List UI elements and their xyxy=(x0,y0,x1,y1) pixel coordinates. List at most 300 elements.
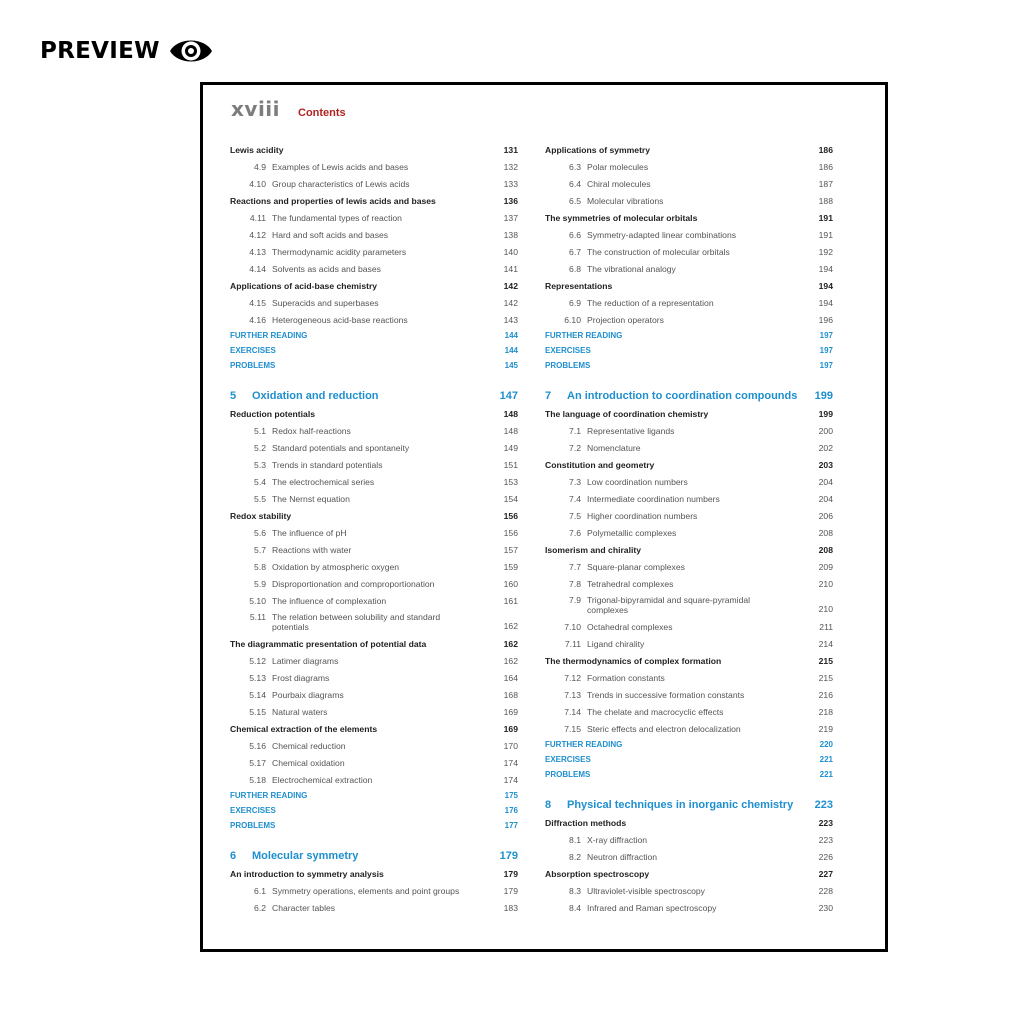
section-number: 5.13 xyxy=(249,672,266,683)
toc-entry-label xyxy=(545,800,793,810)
toc-section-row xyxy=(545,243,835,260)
toc-entry-label: Chemical extraction of the elements xyxy=(230,723,378,734)
toc-section-row xyxy=(545,439,835,456)
toc-chapter-row xyxy=(230,847,520,865)
toc-heading-row xyxy=(545,456,835,473)
toc-section-row xyxy=(545,294,835,311)
toc-entry-label xyxy=(545,622,673,632)
page-ref: 196 xyxy=(818,314,833,325)
page-ref: 177 xyxy=(504,820,518,830)
chapter-title: Physical techniques in inorganic chemistry xyxy=(567,799,794,811)
page-ref: 186 xyxy=(818,161,833,172)
toc-heading-row xyxy=(545,541,835,558)
toc-section-row xyxy=(230,899,520,916)
section-title: Trigonal-bipyramidal and square-pyramidal complexes xyxy=(587,595,751,615)
toc-entry-label xyxy=(545,494,720,504)
toc-entry-label: EXERCISES xyxy=(230,345,276,355)
page-ref: 194 xyxy=(818,263,833,274)
toc-section-row xyxy=(545,490,835,507)
section-number: 7.15 xyxy=(564,723,581,734)
toc-section-row xyxy=(230,260,520,277)
section-title: Symmetry-adapted linear combinations xyxy=(587,229,737,240)
chapter-number: 8 xyxy=(545,799,552,811)
section-title: Infrared and Raman spectroscopy xyxy=(587,902,717,913)
section-number: 5.16 xyxy=(249,740,266,751)
section-title: Projection operators xyxy=(587,314,664,325)
page-ref: 169 xyxy=(503,723,518,734)
page-ref: 186 xyxy=(818,144,833,155)
toc-entry-label: Redox stability xyxy=(230,510,292,521)
toc-entry-label xyxy=(545,196,663,206)
section-number: 7.5 xyxy=(569,510,581,521)
toc-end-row xyxy=(230,803,520,818)
page-ref: 219 xyxy=(818,723,833,734)
toc-section-row xyxy=(545,158,835,175)
toc-chapter-row xyxy=(230,387,520,405)
section-number: 5.4 xyxy=(254,476,266,487)
toc-section-row xyxy=(545,831,835,848)
page-ref: 204 xyxy=(818,476,833,487)
toc-section-row xyxy=(545,669,835,686)
toc-end-row xyxy=(545,343,835,358)
toc-section-row xyxy=(230,686,520,703)
toc-entry-label xyxy=(230,528,347,538)
toc-section-row xyxy=(545,686,835,703)
toc-heading-row xyxy=(230,635,520,652)
toc-entry-label xyxy=(230,562,399,572)
toc-entry-label xyxy=(545,477,688,487)
page-ref: 147 xyxy=(499,390,518,402)
page-ref: 164 xyxy=(503,672,518,683)
page-ref: 162 xyxy=(503,621,518,631)
section-title: Latimer diagrams xyxy=(272,655,339,666)
page-ref: 142 xyxy=(503,280,518,291)
toc-entry-label: Applications of symmetry xyxy=(545,144,651,155)
section-title: Pourbaix diagrams xyxy=(272,689,344,700)
page-ref: 151 xyxy=(503,459,518,470)
page-ref: 188 xyxy=(818,195,833,206)
page-ref: 148 xyxy=(503,425,518,436)
page-ref: 131 xyxy=(503,144,518,155)
section-title: Octahedral complexes xyxy=(587,621,673,632)
page-ref: 154 xyxy=(503,493,518,504)
toc-entry-label xyxy=(545,835,647,845)
toc-entry-label xyxy=(230,673,329,683)
toc-entry-label: EXERCISES xyxy=(545,754,591,764)
page-ref: 209 xyxy=(818,561,833,572)
toc-entry-label: FURTHER READING xyxy=(545,330,623,340)
preview-banner xyxy=(40,34,214,68)
page-ref: 221 xyxy=(819,754,833,764)
section-number: 4.12 xyxy=(249,229,266,240)
section-number: 7.9 xyxy=(569,595,581,605)
section-number: 5.2 xyxy=(254,442,266,453)
toc-section-row xyxy=(230,771,520,788)
section-number: 5.8 xyxy=(254,561,266,572)
section-title: Low coordination numbers xyxy=(587,476,688,487)
section-title: Reactions with water xyxy=(272,544,352,555)
section-title: The influence of pH xyxy=(272,527,347,538)
page-ref: 176 xyxy=(504,805,518,815)
page-ref: 208 xyxy=(818,544,833,555)
toc-section-row xyxy=(545,592,835,618)
toc-heading-row xyxy=(545,141,835,158)
toc-section-row xyxy=(545,575,835,592)
page-ref: 153 xyxy=(503,476,518,487)
page-ref: 191 xyxy=(818,229,833,240)
toc-section-row xyxy=(545,635,835,652)
page-ref: 174 xyxy=(503,757,518,768)
section-number: 5.14 xyxy=(249,689,266,700)
section-title: Formation constants xyxy=(587,672,665,683)
toc-right-column xyxy=(545,141,835,916)
toc-section-row xyxy=(230,541,520,558)
page-ref: 228 xyxy=(818,885,833,896)
toc-entry-label xyxy=(230,612,462,632)
section-number: 4.9 xyxy=(254,161,266,172)
toc-entry-label: Lewis acidity xyxy=(230,144,284,155)
page-ref: 143 xyxy=(503,314,518,325)
toc-section-row xyxy=(230,311,520,328)
toc-heading-row xyxy=(545,405,835,422)
preview-label: PREVIEW xyxy=(40,38,160,64)
page-ref: 199 xyxy=(814,390,833,402)
section-title: Chiral molecules xyxy=(587,178,651,189)
toc-entry-label xyxy=(230,391,379,401)
toc-section-row xyxy=(545,558,835,575)
toc-section-row xyxy=(230,473,520,490)
section-number: 8.3 xyxy=(569,885,581,896)
chapter-number: 6 xyxy=(230,850,237,862)
toc-entry-label xyxy=(230,443,409,453)
toc-section-row xyxy=(230,754,520,771)
page-ref: 223 xyxy=(818,817,833,828)
toc-section-row xyxy=(545,192,835,209)
toc-entry-label xyxy=(230,775,372,785)
toc-heading-row xyxy=(230,277,520,294)
toc-end-row xyxy=(230,343,520,358)
page-ref: 192 xyxy=(818,246,833,257)
section-title: Disproportionation and comproportionation xyxy=(272,578,435,589)
page-ref: 137 xyxy=(503,212,518,223)
toc-section-row xyxy=(230,524,520,541)
section-title: Ultraviolet-visible spectroscopy xyxy=(587,885,705,896)
toc-section-row xyxy=(545,882,835,899)
page-ref: 149 xyxy=(503,442,518,453)
section-number: 6.5 xyxy=(569,195,581,206)
section-number: 5.12 xyxy=(249,655,266,666)
section-number: 7.8 xyxy=(569,578,581,589)
toc-section-row xyxy=(230,294,520,311)
toc-left-column xyxy=(230,141,520,916)
toc-section-row xyxy=(545,524,835,541)
toc-entry-label xyxy=(545,528,676,538)
toc-entry-label xyxy=(545,426,674,436)
page-ref: 210 xyxy=(818,578,833,589)
toc-entry-label xyxy=(545,298,714,308)
page-ref: 210 xyxy=(818,604,833,614)
page-ref: 199 xyxy=(818,408,833,419)
toc-entry-label xyxy=(230,162,408,172)
toc-section-row xyxy=(230,669,520,686)
section-number: 6.6 xyxy=(569,229,581,240)
section-number: 4.15 xyxy=(249,297,266,308)
section-title: Molecular vibrations xyxy=(587,195,664,206)
section-title: Superacids and superbases xyxy=(272,297,379,308)
page-ref: 194 xyxy=(818,280,833,291)
toc-entry-label: EXERCISES xyxy=(230,805,276,815)
section-number: 6.9 xyxy=(569,297,581,308)
section-title: Polar molecules xyxy=(587,161,649,172)
toc-section-row xyxy=(545,720,835,737)
toc-entry-label xyxy=(545,443,641,453)
section-number: 7.6 xyxy=(569,527,581,538)
section-number: 6.10 xyxy=(564,314,581,325)
toc-section-row xyxy=(230,456,520,473)
toc-entry-label xyxy=(230,477,374,487)
toc-section-row xyxy=(545,618,835,635)
toc-entry-label: PROBLEMS xyxy=(545,360,591,370)
section-number: 7.4 xyxy=(569,493,581,504)
toc-section-row xyxy=(230,175,520,192)
section-title: Frost diagrams xyxy=(272,672,330,683)
section-title: The vibrational analogy xyxy=(587,263,676,274)
section-number: 5.15 xyxy=(249,706,266,717)
toc-entry-label: Representations xyxy=(545,280,613,291)
page-ref: 156 xyxy=(503,527,518,538)
page-ref: 142 xyxy=(503,297,518,308)
page-ref: 179 xyxy=(499,850,518,862)
page-ref: 132 xyxy=(503,161,518,172)
page-ref: 175 xyxy=(504,790,518,800)
toc-entry-label xyxy=(545,179,651,189)
section-title: Tetrahedral complexes xyxy=(587,578,674,589)
section-number: 6.8 xyxy=(569,263,581,274)
toc-entry-label xyxy=(230,545,351,555)
toc-section-row xyxy=(545,226,835,243)
toc-entry-label xyxy=(230,903,335,913)
toc-entry-label xyxy=(545,162,648,172)
page-ref: 216 xyxy=(818,689,833,700)
page-ref: 214 xyxy=(818,638,833,649)
toc-section-row xyxy=(230,422,520,439)
section-number: 6.3 xyxy=(569,161,581,172)
toc-section-row xyxy=(230,158,520,175)
section-number: 5.1 xyxy=(254,425,266,436)
toc-heading-row xyxy=(230,507,520,524)
section-number: 8.4 xyxy=(569,902,581,913)
page-ref: 230 xyxy=(818,902,833,913)
page-ref: 136 xyxy=(503,195,518,206)
section-number: 4.11 xyxy=(249,212,266,223)
section-number: 7.7 xyxy=(569,561,581,572)
toc-chapter-row xyxy=(545,387,835,405)
section-title: Representative ligands xyxy=(587,425,675,436)
section-title: Intermediate coordination numbers xyxy=(587,493,720,504)
toc-section-row xyxy=(545,422,835,439)
toc-entry-label xyxy=(230,690,344,700)
toc-heading-row xyxy=(545,652,835,669)
toc-entry-label: The symmetries of molecular orbitals xyxy=(545,212,698,223)
toc-entry-label xyxy=(230,596,386,606)
page-ref: 169 xyxy=(503,706,518,717)
section-number: 7.10 xyxy=(564,621,581,632)
toc-end-row xyxy=(545,752,835,767)
section-title: Nomenclature xyxy=(587,442,641,453)
page-ref: 145 xyxy=(504,360,518,370)
toc-entry-label xyxy=(545,852,657,862)
toc-entry-label xyxy=(545,247,730,257)
section-number: 5.6 xyxy=(254,527,266,538)
chapter-title: An introduction to coordination compounds xyxy=(567,390,798,402)
toc-heading-row xyxy=(545,814,835,831)
toc-end-row xyxy=(545,767,835,782)
toc-section-row xyxy=(230,439,520,456)
toc-entry-label: Reactions and properties of lewis acids and bases xyxy=(230,195,436,206)
toc-heading-row xyxy=(230,405,520,422)
toc-entry-label: FURTHER READING xyxy=(230,330,308,340)
page-ref: 215 xyxy=(818,672,833,683)
page-ref: 141 xyxy=(503,263,518,274)
chapter-number: 5 xyxy=(230,390,237,402)
toc-entry-label xyxy=(230,247,406,257)
section-title: Chemical oxidation xyxy=(272,757,345,768)
chapter-title: Molecular symmetry xyxy=(252,850,359,862)
page-ref: 179 xyxy=(503,885,518,896)
section-title: Chemical reduction xyxy=(272,740,346,751)
chapter-number: 7 xyxy=(545,390,552,402)
section-number: 8.2 xyxy=(569,851,581,862)
toc-end-row xyxy=(545,737,835,752)
page-ref: 204 xyxy=(818,493,833,504)
toc-heading-row xyxy=(230,192,520,209)
section-number: 5.10 xyxy=(249,595,266,606)
toc-section-row xyxy=(230,558,520,575)
toc-entry-label xyxy=(230,298,379,308)
page-ref: 194 xyxy=(818,297,833,308)
toc-section-row xyxy=(230,703,520,720)
page-ref: 220 xyxy=(819,739,833,749)
section-title: The Nernst equation xyxy=(272,493,350,504)
toc-section-row xyxy=(545,260,835,277)
page-ref: 197 xyxy=(819,330,833,340)
toc-entry-label: Isomerism and chirality xyxy=(545,544,641,555)
chapter-title: Oxidation and reduction xyxy=(252,390,379,402)
toc-end-row xyxy=(230,358,520,373)
toc-entry-label xyxy=(545,903,716,913)
toc-section-row xyxy=(545,175,835,192)
page-ref: 203 xyxy=(818,459,833,470)
toc-entry-label xyxy=(545,673,665,683)
page-ref: 159 xyxy=(503,561,518,572)
toc-entry-label xyxy=(545,595,777,615)
toc-entry-label xyxy=(230,494,350,504)
toc-entry-label xyxy=(230,707,327,717)
toc-entry-label: The diagrammatic presentation of potential data xyxy=(230,638,427,649)
section-title: Neutron diffraction xyxy=(587,851,658,862)
page-ref: 218 xyxy=(818,706,833,717)
section-title: Polymetallic complexes xyxy=(587,527,677,538)
section-title: The chelate and macrocyclic effects xyxy=(587,706,724,717)
toc-entry-label xyxy=(545,315,664,325)
toc-entry-label xyxy=(545,391,797,401)
section-number: 5.18 xyxy=(249,774,266,785)
toc-section-row xyxy=(230,882,520,899)
toc-end-row xyxy=(545,358,835,373)
toc-section-row xyxy=(545,848,835,865)
running-head: Contents xyxy=(298,107,346,119)
page-ref: 226 xyxy=(818,851,833,862)
section-title: Symmetry operations, elements and point groups xyxy=(272,885,460,896)
section-title: Group characteristics of Lewis acids xyxy=(272,178,410,189)
section-title: Electrochemical extraction xyxy=(272,774,373,785)
section-number: 6.1 xyxy=(254,885,266,896)
page-ref: 187 xyxy=(818,178,833,189)
toc-entry-label: PROBLEMS xyxy=(545,769,591,779)
toc-entry-label xyxy=(230,656,338,666)
section-title: Ligand chirality xyxy=(587,638,645,649)
page-ref: 197 xyxy=(819,360,833,370)
toc-section-row xyxy=(230,575,520,592)
toc-entry-label: The language of coordination chemistry xyxy=(545,408,709,419)
toc-heading-row xyxy=(545,865,835,882)
section-number: 8.1 xyxy=(569,834,581,845)
section-number: 5.11 xyxy=(249,612,266,622)
toc-entry-label: Constitution and geometry xyxy=(545,459,655,470)
page-ref: 157 xyxy=(503,544,518,555)
page-ref: 202 xyxy=(818,442,833,453)
toc-entry-label xyxy=(545,562,685,572)
section-title: Steric effects and electron delocalization xyxy=(587,723,741,734)
toc-section-row xyxy=(545,311,835,328)
toc-entry-label: An introduction to symmetry analysis xyxy=(230,868,384,879)
section-number: 4.16 xyxy=(249,314,266,325)
page-ref: 197 xyxy=(819,345,833,355)
toc-section-row xyxy=(545,899,835,916)
toc-entry-label xyxy=(230,851,358,861)
toc-entry-label: The thermodynamics of complex formation xyxy=(545,655,722,666)
toc-entry-label xyxy=(545,707,723,717)
toc-section-row xyxy=(230,490,520,507)
section-title: Trends in standard potentials xyxy=(272,459,383,470)
toc-end-row xyxy=(230,788,520,803)
section-number: 5.5 xyxy=(254,493,266,504)
page-ref: 133 xyxy=(503,178,518,189)
section-title: The reduction of a representation xyxy=(587,297,714,308)
page-ref: 148 xyxy=(503,408,518,419)
section-title: Oxidation by atmospheric oxygen xyxy=(272,561,400,572)
contents-page xyxy=(200,82,888,952)
toc-entry-label xyxy=(230,213,402,223)
section-title: Heterogeneous acid-base reactions xyxy=(272,314,408,325)
toc-entry-label xyxy=(545,724,741,734)
section-number: 7.2 xyxy=(569,442,581,453)
section-number: 4.14 xyxy=(249,263,266,274)
toc-section-row xyxy=(230,209,520,226)
page-ref: 162 xyxy=(503,638,518,649)
section-title: The electrochemical series xyxy=(272,476,375,487)
section-number: 4.13 xyxy=(249,246,266,257)
page-ref: 144 xyxy=(504,345,518,355)
page-ref: 161 xyxy=(503,595,518,606)
section-title: The influence of complexation xyxy=(272,595,387,606)
toc-entry-label xyxy=(230,315,408,325)
section-number: 4.10 xyxy=(249,178,266,189)
toc-entry-label xyxy=(230,264,381,274)
page-ref: 138 xyxy=(503,229,518,240)
section-number: 6.7 xyxy=(569,246,581,257)
section-title: Solvents as acids and bases xyxy=(272,263,381,274)
